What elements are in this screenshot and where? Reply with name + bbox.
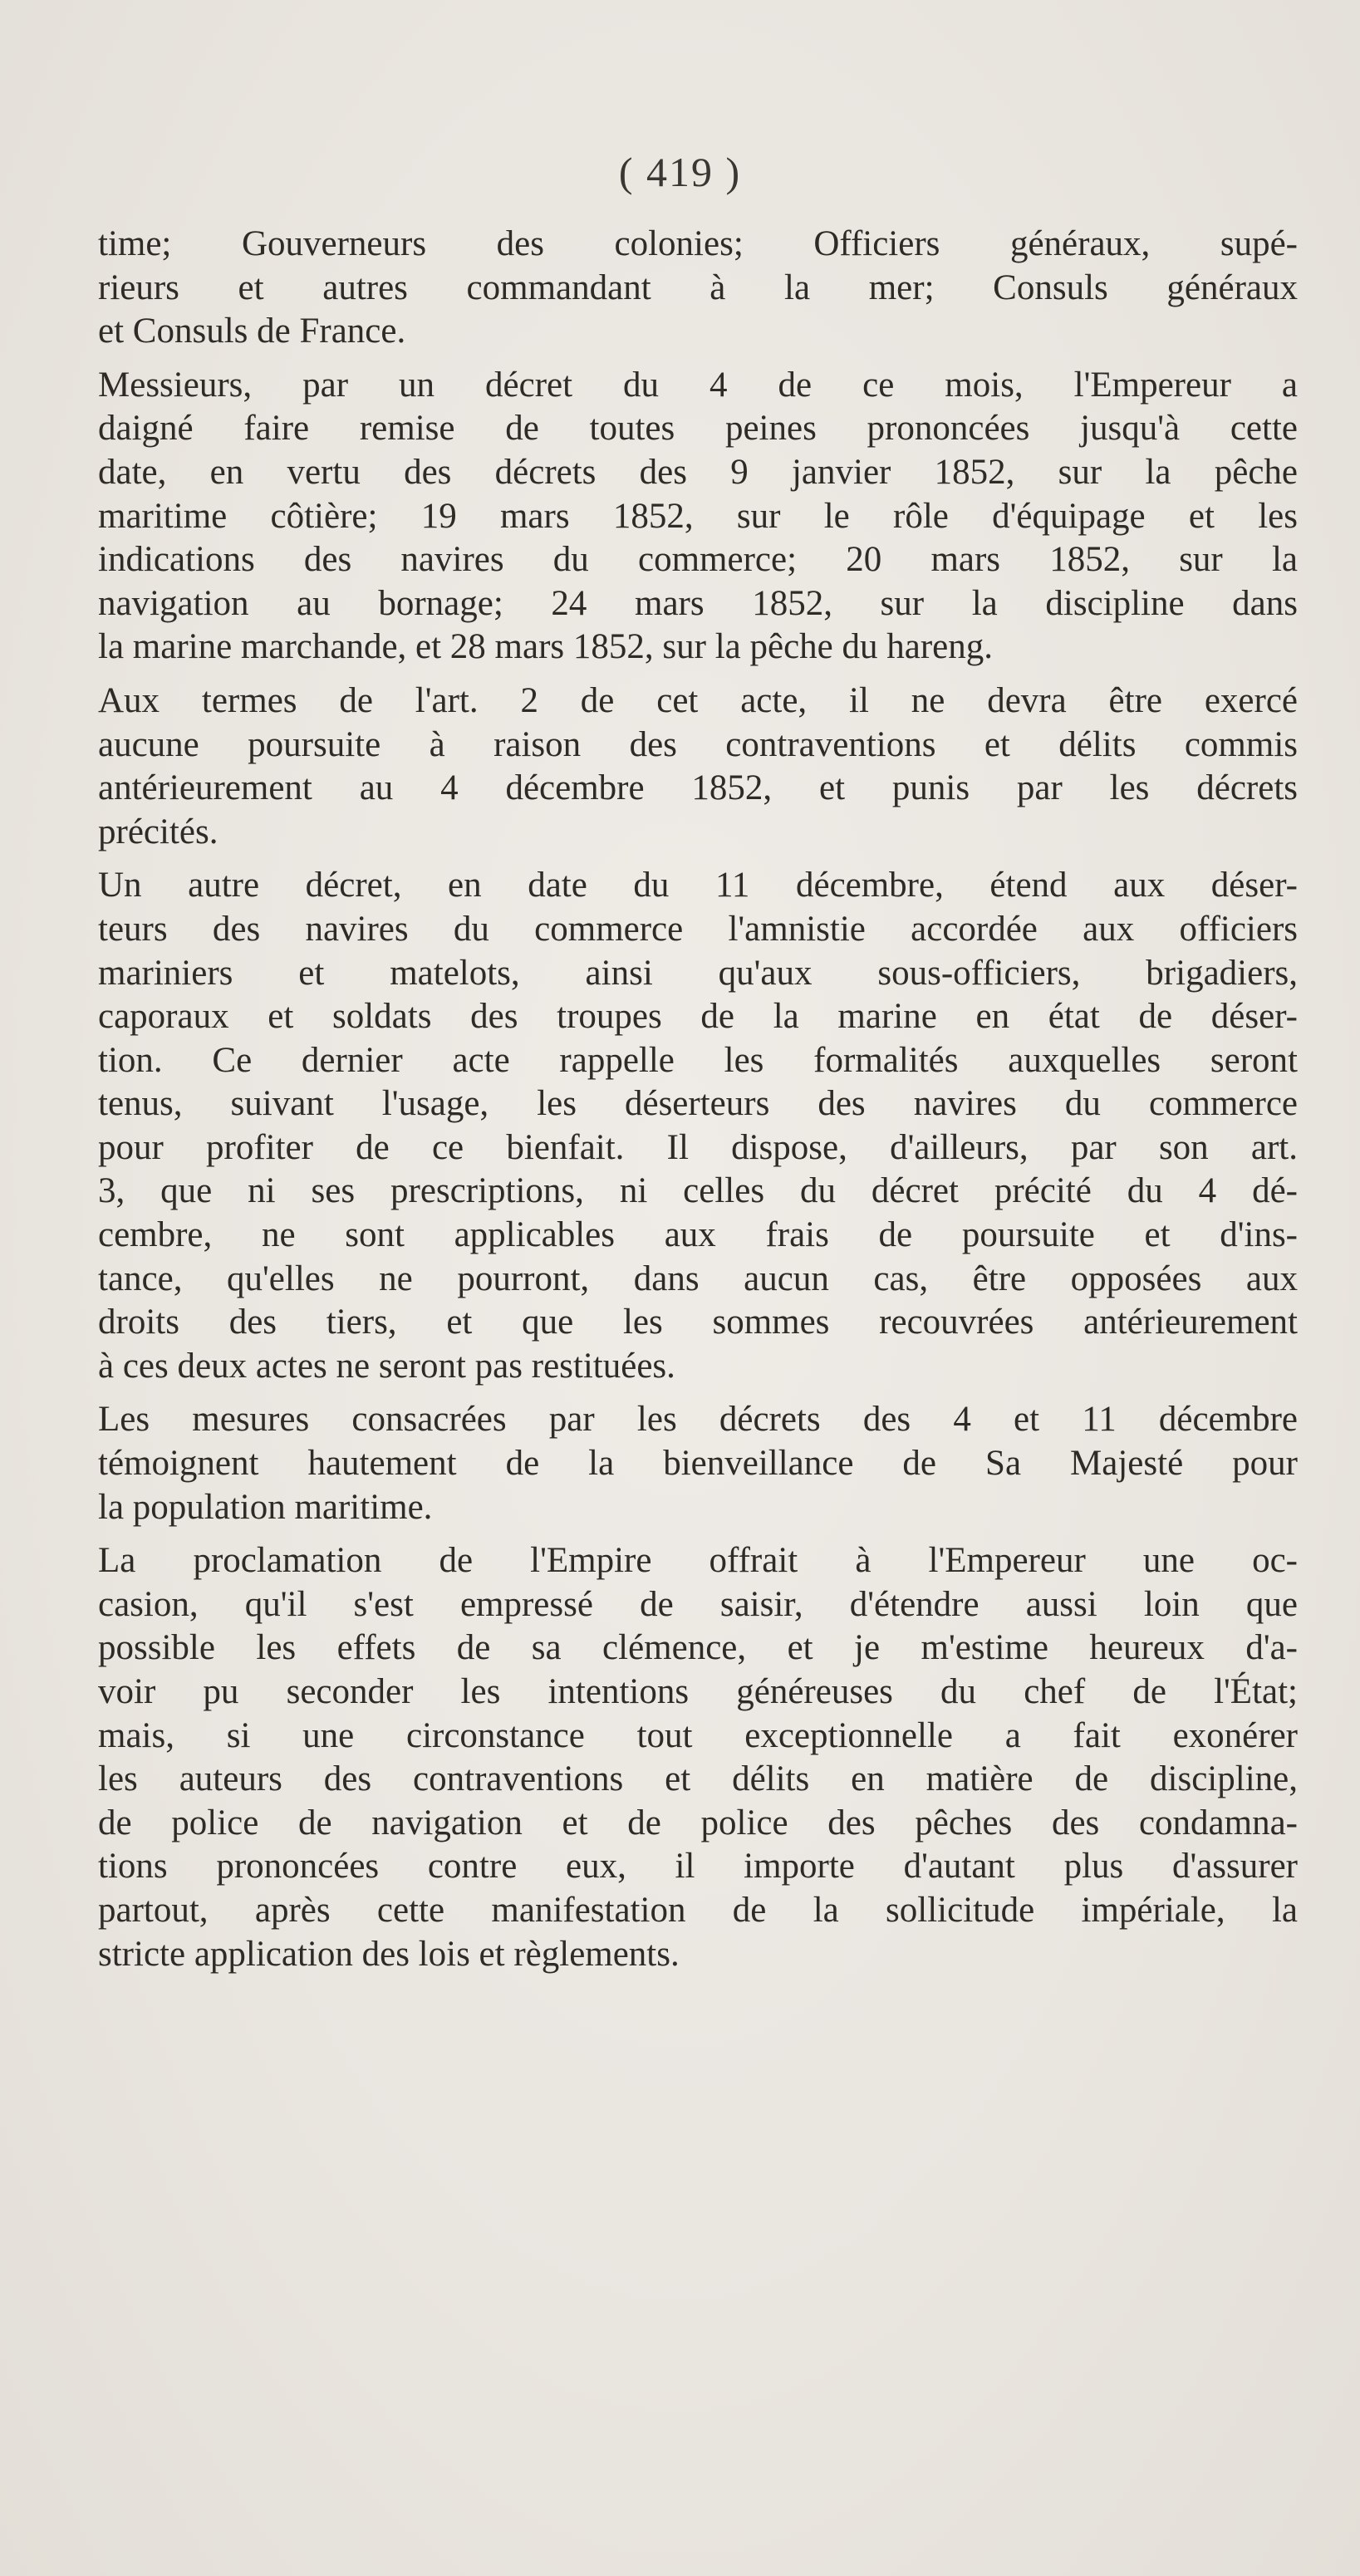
text-line: teurs des navires du commerce l'amnistie accordée aux officiers	[98, 909, 1298, 949]
text-line: Les mesures consacrées par les décrets des 4 et 11 décembre	[98, 1400, 1298, 1440]
text-line: droits des tiers, et que les sommes recouvrées antérieurement	[98, 1303, 1298, 1342]
text-line: précités.	[98, 812, 218, 851]
page-number: ( 419 )	[618, 149, 742, 195]
text-line: et Consuls de France.	[98, 312, 406, 351]
text-line: Messieurs, par un décret du 4 de ce mois, l'Empereur a	[98, 365, 1298, 405]
text-line: partout, après cette manifestation de la sollicitude impériale, la	[98, 1890, 1298, 1930]
body-text	[98, 223, 1298, 1986]
text-line: les auteurs des contraventions et délits en matière de discipline,	[98, 1759, 1298, 1799]
paragraph-article-2	[98, 680, 1298, 854]
text-line: mais, si une circonstance tout exceptionnelle a fait exonérer	[98, 1715, 1298, 1755]
text-line: possible les effets de sa clémence, et je m'estime heureux d'a-	[98, 1628, 1298, 1668]
text-line: daigné faire remise de toutes peines prononcées jusqu'à cette	[98, 409, 1298, 449]
text-line: stricte application des lois et règlements.	[98, 1934, 680, 1974]
paragraph-address-continuation	[98, 223, 1298, 354]
text-line: casion, qu'il s'est empressé de saisir, d'étendre aussi loin que	[98, 1584, 1298, 1624]
text-line: Un autre décret, en date du 11 décembre, étend aux déser-	[98, 866, 1298, 905]
text-line: mariniers et matelots, ainsi qu'aux sous-officiers, brigadiers,	[98, 953, 1298, 993]
paragraph-proclamation	[98, 1539, 1298, 1976]
text-line: date, en vertu des décrets des 9 janvier 1852, sur la pêche	[98, 452, 1298, 492]
text-line: la marine marchande, et 28 mars 1852, sur la pêche du hareng.	[98, 627, 993, 667]
text-line: tion. Ce dernier acte rappelle les formalités auxquelles seront	[98, 1040, 1298, 1080]
text-line: indications des navires du commerce; 20 mars 1852, sur la	[98, 540, 1298, 580]
text-line: aucune poursuite à raison des contraventions et délits commis	[98, 724, 1298, 764]
text-line: time; Gouverneurs des colonies; Officiers généraux, supé-	[98, 224, 1298, 263]
paragraph-decree-4	[98, 364, 1298, 670]
text-line: antérieurement au 4 décembre 1852, et punis par les décrets	[98, 768, 1298, 808]
text-line: témoignent hautement de la bienveillance de Sa Majesté pour	[98, 1444, 1298, 1484]
text-line: tenus, suivant l'usage, les déserteurs des navires du commerce	[98, 1084, 1298, 1124]
text-line: rieurs et autres commandant à la mer; Consuls généraux	[98, 267, 1298, 307]
text-line: tance, qu'elles ne pourront, dans aucun cas, être opposées aux	[98, 1259, 1298, 1298]
text-line: maritime côtière; 19 mars 1852, sur le rôle d'équipage et les	[98, 496, 1298, 536]
text-line: cembre, ne sont applicables aux frais de poursuite et d'ins-	[98, 1215, 1298, 1255]
text-line: navigation au bornage; 24 mars 1852, sur la discipline dans	[98, 583, 1298, 623]
text-line: La proclamation de l'Empire offrait à l'Empereur une oc-	[98, 1541, 1298, 1581]
paragraph-decree-11	[98, 864, 1298, 1388]
text-line: la population maritime.	[98, 1487, 433, 1527]
text-line: à ces deux actes ne seront pas restituées.	[98, 1346, 675, 1386]
text-line: pour profiter de ce bienfait. Il dispose, d'ailleurs, par son art.	[98, 1127, 1298, 1167]
paragraph-measures	[98, 1398, 1298, 1529]
text-line: de police de navigation et de police des pêches des condamna-	[98, 1803, 1298, 1842]
text-line: caporaux et soldats des troupes de la marine en état de déser-	[98, 997, 1298, 1037]
text-line: 3, que ni ses prescriptions, ni celles du décret précité du 4 dé-	[98, 1171, 1298, 1211]
text-line: Aux termes de l'art. 2 de cet acte, il ne devra être exercé	[98, 680, 1298, 720]
text-line: tions prononcées contre eux, il importe d'autant plus d'assurer	[98, 1847, 1298, 1887]
text-line: voir pu seconder les intentions généreuses du chef de l'État;	[98, 1672, 1298, 1711]
